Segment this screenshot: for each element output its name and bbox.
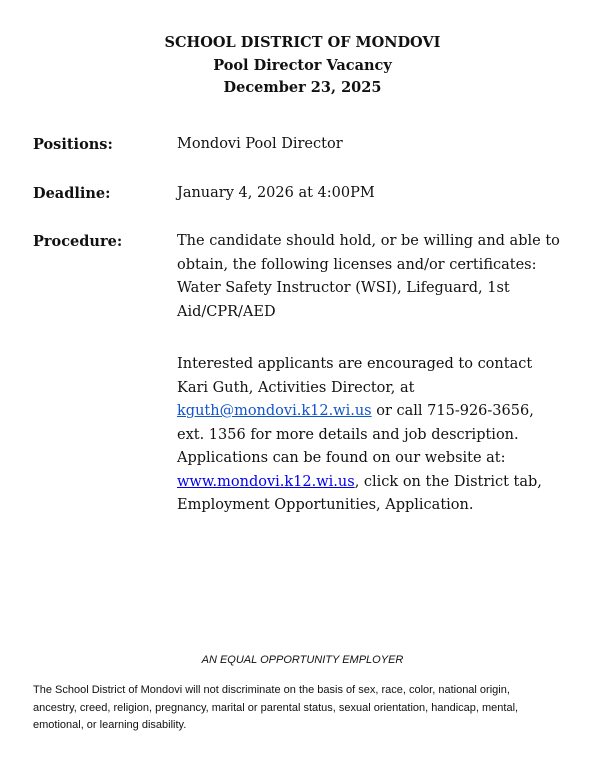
text-line: Water Safety Instructor (WSI), Lifeguard, 1st: [177, 280, 510, 296]
text-line: Applications can be found on our website at:: [177, 450, 506, 466]
text-line: Kari Guth, Activities Director, at: [177, 379, 415, 396]
text-line: ancestry, creed, religion, pregnancy, marital or parental status, sexual orientation, handicap, mental,: [33, 701, 519, 714]
text-line: ext. 1356 for more details and job description.: [177, 426, 519, 443]
text-line: [177, 400, 542, 424]
text-line: emotional, or learning disability.: [33, 719, 187, 731]
email-link[interactable]: kguth@mondovi.k12.wi.us: [177, 403, 372, 419]
text-line: obtain, the following licenses and/or certificates:: [177, 256, 537, 273]
text-line: Employment Opportunities, Application.: [177, 497, 474, 513]
posting-date: December 23, 2025: [223, 79, 382, 96]
text-fragment: , click on the District tab,: [354, 473, 542, 490]
text-line: Interested applicants are encouraged to contact: [177, 356, 533, 372]
positions-label: Positions:: [33, 136, 113, 153]
text-line: [177, 471, 542, 495]
procedure-contact: [177, 353, 542, 518]
equal-opportunity-heading: AN EQUAL OPPORTUNITY EMPLOYER: [201, 654, 404, 666]
procedure-label: Procedure:: [33, 233, 123, 250]
text-line: Aid/CPR/AED: [177, 303, 276, 320]
text-line: The candidate should hold, or be willing and able to: [177, 233, 560, 249]
district-name: SCHOOL DISTRICT OF MONDOVI: [164, 34, 441, 51]
document-header: [0, 32, 605, 100]
deadline-value: January 4, 2026 at 4:00PM: [177, 185, 375, 201]
text-fragment: or call 715-926-3656,: [371, 403, 534, 419]
text-line: The School District of Mondovi will not discriminate on the basis of sex, race, color, national origin,: [33, 684, 510, 696]
deadline-label: Deadline:: [33, 185, 111, 202]
procedure-requirements: [177, 230, 560, 324]
positions-value: Mondovi Pool Director: [177, 136, 343, 152]
vacancy-title: Pool Director Vacancy: [213, 56, 392, 74]
website-link[interactable]: www.mondovi.k12.wi.us: [177, 473, 355, 490]
nondiscrimination-statement: [33, 682, 578, 735]
